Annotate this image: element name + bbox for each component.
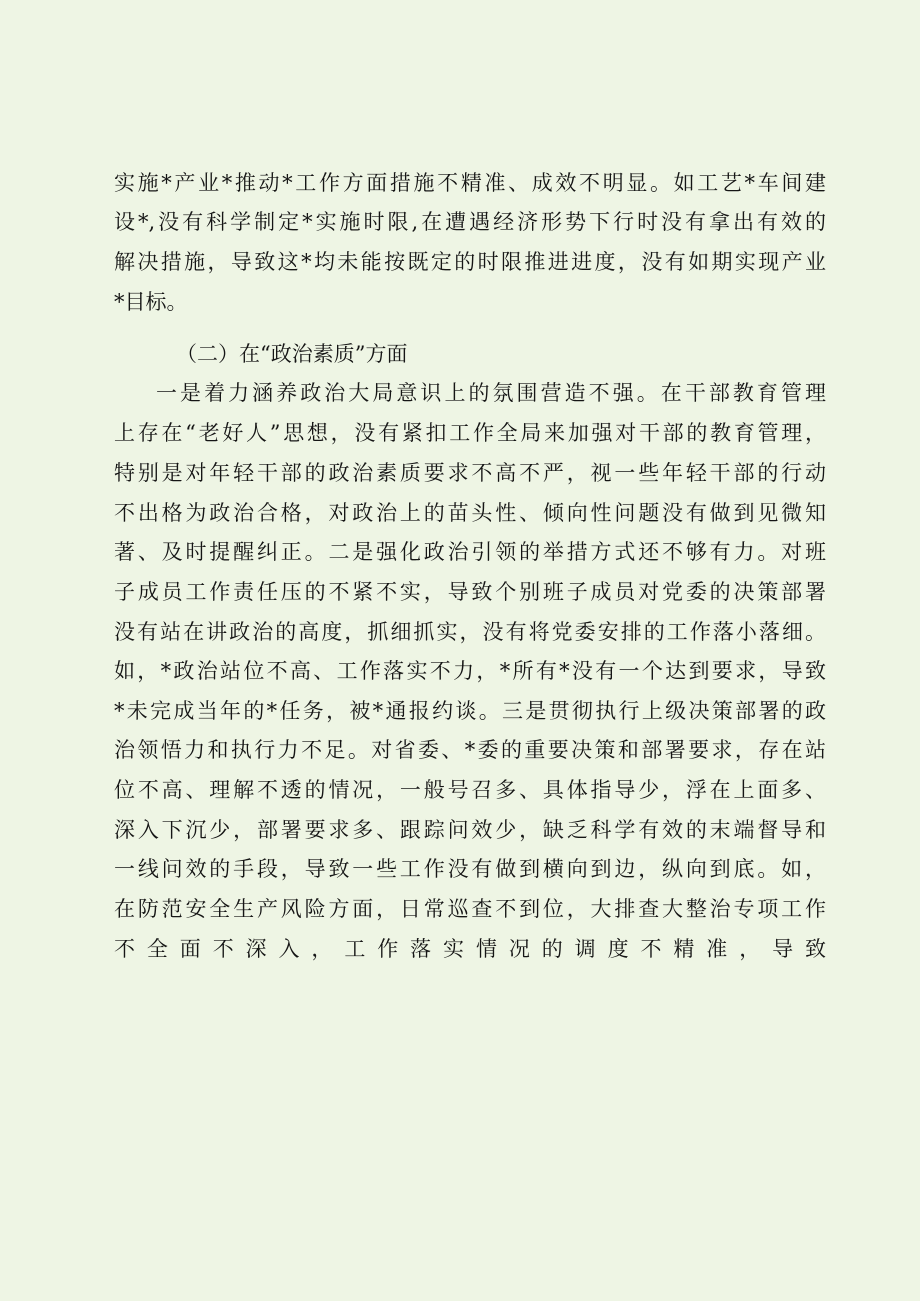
paragraph-line: 上存在“老好人”思想，没有紧扣工作全局来加强对干部的教育管理， bbox=[114, 421, 826, 445]
paragraph-line: 如，*政治站位不高、工作落实不力，*所有*没有一个达到要求，导致 bbox=[114, 659, 826, 683]
paragraph-line: 不出格为政治合格，对政治上的苗头性、倾向性问题没有做到见微知 bbox=[114, 501, 826, 525]
paragraph-line: 一线问效的手段，导致一些工作没有做到横向到边，纵向到底。如， bbox=[114, 857, 826, 881]
paragraph-line: 深入下沉少，部署要求多、跟踪问效少，缺乏科学有效的末端督导和 bbox=[114, 818, 826, 842]
paragraph-line: 著、及时提醒纠正。二是强化政治引领的举措方式还不够有力。对班 bbox=[114, 540, 826, 564]
paragraph-line: 特别是对年轻干部的政治素质要求不高不严，视一些年轻干部的行动 bbox=[114, 461, 826, 485]
paragraph-line: 设*,没有科学制定*实施时限,在遭遇经济形势下行时没有拿出有效的 bbox=[114, 210, 826, 234]
paragraph-line: 子成员工作责任压的不紧不实，导致个别班子成员对党委的决策部署 bbox=[114, 580, 826, 604]
paragraph-line: *未完成当年的*任务，被*通报约谈。三是贯彻执行上级决策部署的政 bbox=[114, 699, 826, 723]
paragraph-line: 实施*产业*推动*工作方面措施不精准、成效不明显。如工艺*车间建 bbox=[114, 171, 826, 195]
paragraph-line: *目标。 bbox=[114, 290, 188, 314]
paragraph-line: 位不高、理解不透的情况，一般号召多、具体指导少，浮在上面多、 bbox=[114, 778, 826, 802]
paragraph-line: 解决措施，导致这*均未能按既定的时限推进进度，没有如期实现产业 bbox=[114, 250, 826, 274]
paragraph-line: 不全面不深入，工作落实情况的调度不精准，导致 bbox=[114, 937, 826, 961]
paragraph-line: 一是着力涵养政治大局意识上的氛围营造不强。在干部教育管理 bbox=[156, 381, 826, 405]
paragraph-line: 治领悟力和执行力不足。对省委、*委的重要决策和部署要求，存在站 bbox=[114, 738, 826, 762]
paragraph-line: 在防范安全生产风险方面，日常巡查不到位，大排查大整治专项工作 bbox=[114, 897, 826, 921]
paragraph-line: 没有站在讲政治的高度，抓细抓实，没有将党委安排的工作落小落细。 bbox=[114, 620, 826, 644]
section-heading: （二）在“政治素质”方面 bbox=[176, 342, 408, 366]
